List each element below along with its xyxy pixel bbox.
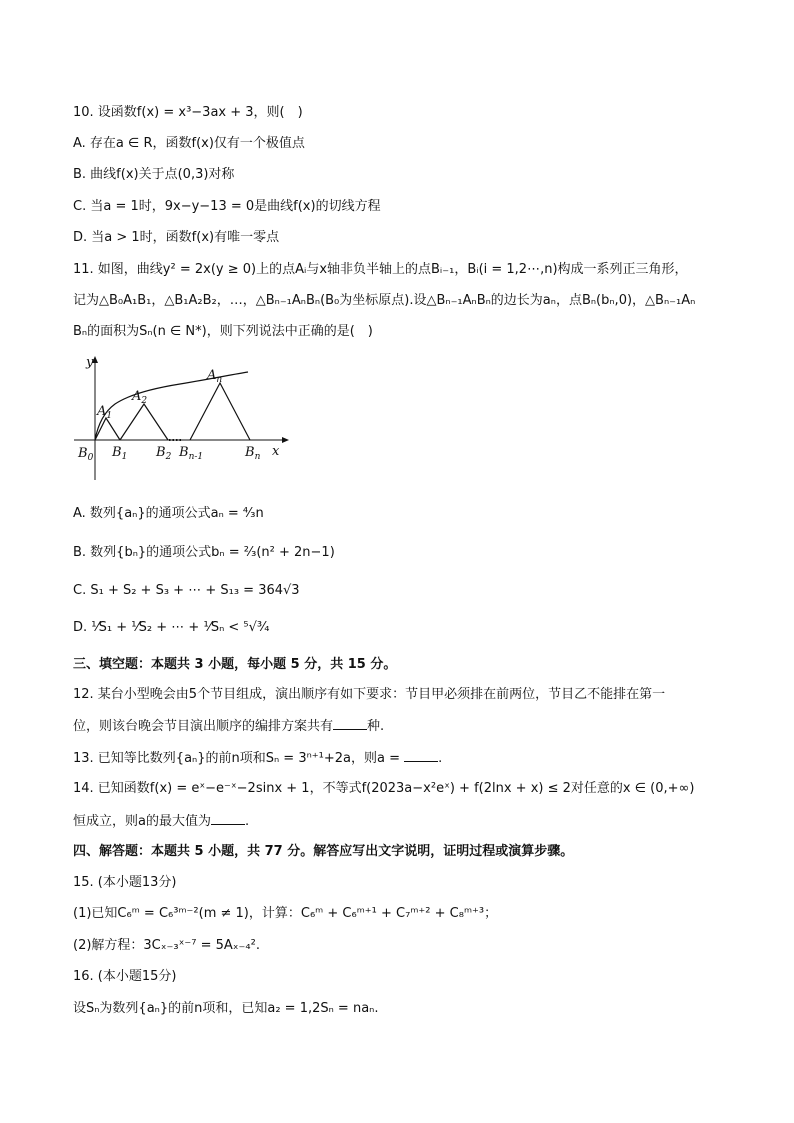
q12-line2 bbox=[73, 717, 754, 736]
label-a2: $A_2$ bbox=[132, 389, 148, 406]
q11-stem-line2: 记为△B₀A₁B₁，△B₁A₂B₂，…，△Bₙ₋₁AₙBₙ(B₀为坐标原点).设△Bₙ₋₁AₙBₙ的边长为aₙ，点Bₙ(bₙ,0)，△Bₙ₋₁Aₙ bbox=[73, 293, 696, 308]
q10-option-c: C. 当a = 1时，9x−y−13 = 0是曲线f(x)的切线方程 bbox=[73, 199, 381, 214]
q13-line bbox=[73, 749, 754, 768]
q11-option-b: B. 数列{bₙ}的通项公式bₙ = ²⁄₃(n² + 2n−1) bbox=[73, 545, 335, 560]
x-label: x bbox=[272, 444, 280, 459]
q14-text: 恒成立，则a的最大值为 bbox=[73, 814, 211, 829]
q10-option-a: A. 存在a ∈ R，函数f(x)仅有一个极值点 bbox=[73, 136, 305, 151]
q12-line1: 12. 某台小型晚会由5个节目组成，演出顺序有如下要求：节目甲必须排在前两位，节目乙不能排在第一 bbox=[73, 687, 666, 702]
q14-suffix: . bbox=[244, 814, 250, 829]
q10-option-d: D. 当a > 1时，函数f(x)有唯一零点 bbox=[73, 230, 280, 245]
section-4-heading: 四、解答题：本题共 5 小题，共 77 分。解答应写出文字说明，证明过程或演算步骤。 bbox=[73, 844, 574, 859]
q10-stem: 10. 设函数f(x) = x³−3ax + 3，则( ) bbox=[73, 105, 303, 120]
triangle-n bbox=[190, 383, 250, 440]
q11-option-c: C. S₁ + S₂ + S₃ + ⋯ + S₁₃ = 364√3 bbox=[73, 583, 300, 598]
triangle-1 bbox=[95, 418, 120, 440]
q10-option-b: B. 曲线f(x)关于点(0,3)对称 bbox=[73, 167, 235, 182]
q16-line1: 设Sₙ为数列{aₙ}的前n项和，已知a₂ = 1,2Sₙ = naₙ. bbox=[73, 1001, 379, 1016]
y-label: y bbox=[86, 355, 94, 370]
triangle-2 bbox=[120, 404, 168, 440]
q13-suffix: . bbox=[438, 751, 443, 766]
q12-text: 位，则该台晚会节目演出顺序的编排方案共有 bbox=[73, 719, 334, 734]
label-b1: $B_1$ bbox=[112, 445, 128, 462]
label-bn-1: $B_{n-1}$ bbox=[179, 445, 204, 462]
q11-option-d: D. ¹⁄S₁ + ¹⁄S₂ + ⋯ + ¹⁄Sₙ < ⁵√³⁄₄ bbox=[73, 620, 270, 635]
q14-line1: 14. 已知函数f(x) = eˣ−e⁻ˣ−2sinx + 1，不等式f(2023a−x²eˣ) + f(2lnx + x) ≤ 2对任意的x ∈ (0,+∞) bbox=[73, 781, 695, 796]
q16-stem: 16. (本小题15分) bbox=[73, 969, 177, 984]
q15-stem: 15. (本小题13分) bbox=[73, 875, 177, 890]
label-a1: $A_1$ bbox=[97, 404, 113, 421]
q15-part2: (2)解方程：3Cₓ₋₃ˣ⁻⁷ = 5Aₓ₋₄². bbox=[73, 938, 260, 953]
label-bn: $B_n$ bbox=[245, 445, 261, 462]
label-b0: $B_0$ bbox=[78, 446, 94, 463]
q14-line2 bbox=[73, 812, 754, 831]
q12-answer-blank bbox=[333, 717, 367, 730]
label-b2: $B_2$ bbox=[156, 445, 172, 462]
q11-stem-line3: Bₙ的面积为Sₙ(n ∈ N*)，则下列说法中正确的是( ) bbox=[73, 324, 373, 339]
q11-option-a: A. 数列{aₙ}的通项公式aₙ = ⁴⁄₃n bbox=[73, 506, 264, 521]
q15-part1: (1)已知C₆ᵐ = C₆³ᵐ⁻²(m ≠ 1)，计算：C₆ᵐ + C₆ᵐ⁺¹ + C₇ᵐ⁺² + C₈ᵐ⁺³； bbox=[73, 906, 498, 921]
q13-answer-blank bbox=[404, 749, 438, 762]
q14-answer-blank bbox=[211, 812, 245, 825]
x-axis-arrow bbox=[282, 437, 289, 443]
q11-stem-line1: 11. 如图，曲线y² = 2x(y ≥ 0)上的点Aᵢ与x轴非负半轴上的点Bᵢ₋₁，Bᵢ(i = 1,2⋯,n)构成一系列正三角形， bbox=[73, 262, 688, 277]
curve bbox=[95, 372, 248, 440]
label-an: $A_n$ bbox=[207, 368, 223, 385]
q12-suffix: 种. bbox=[367, 719, 385, 734]
q13-text: 13. 已知等比数列{aₙ}的前n项和Sₙ = 3ⁿ⁺¹+2a，则a = bbox=[73, 751, 405, 766]
q11-figure bbox=[70, 352, 292, 484]
section-3-heading: 三、填空题：本题共 3 小题，每小题 5 分，共 15 分。 bbox=[73, 657, 397, 672]
